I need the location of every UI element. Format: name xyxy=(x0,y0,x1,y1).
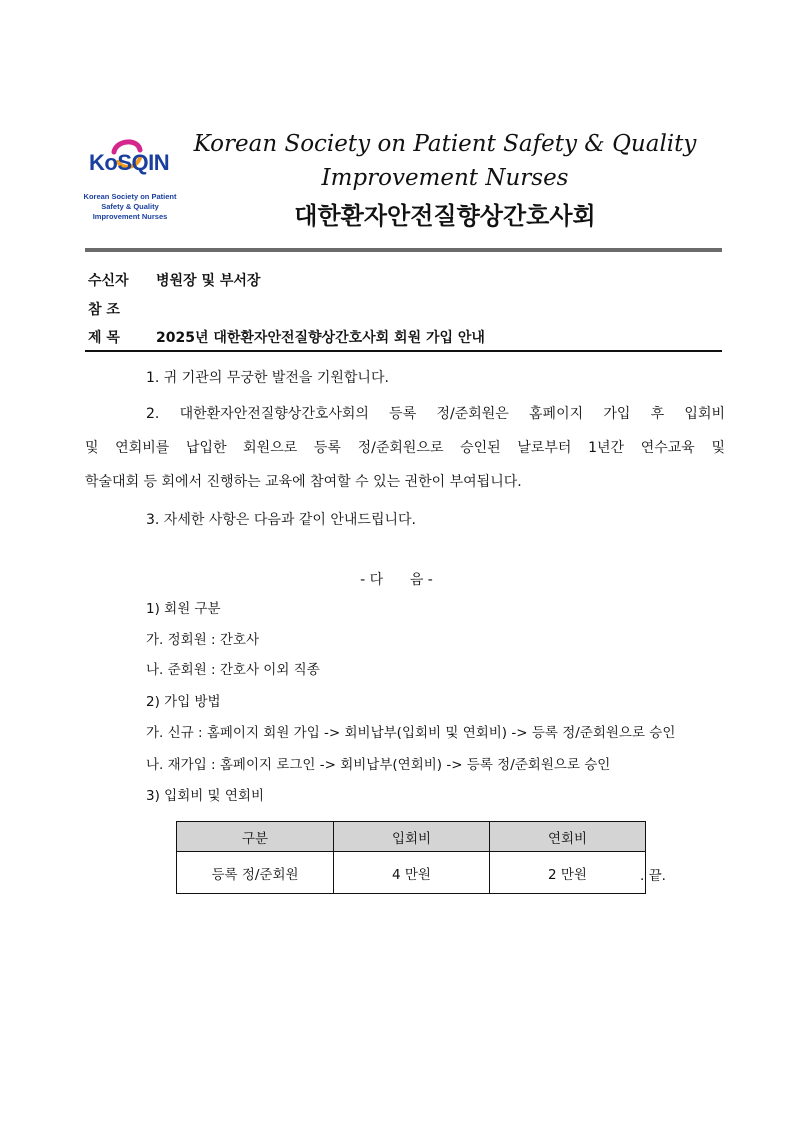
header-divider xyxy=(85,248,722,252)
fee-table-header-row xyxy=(177,822,646,852)
cc-label: 참 조 xyxy=(88,302,120,318)
section-1-item-b: 나. 준회원 : 간호사 이외 직종 xyxy=(146,662,320,678)
notice-heading: - 다 음 - xyxy=(360,572,433,588)
section-2-item-b: 나. 재가입 : 홈페이지 로그인 -> 회비납부(연회비) -> 등록 정/준회원으로 승인 xyxy=(146,757,611,773)
section-1-item-a: 가. 정회원 : 간호사 xyxy=(146,632,260,648)
paragraph-1: 1. 귀 기관의 무궁한 발전을 기원합니다. xyxy=(146,370,389,386)
fee-cell-annual: 2 만원 xyxy=(490,852,646,894)
subject-label: 제 목 xyxy=(88,330,120,346)
section-2-title: 2) 가입 방법 xyxy=(146,694,221,710)
end-mark: . 끝. xyxy=(640,868,666,884)
paragraph-3: 3. 자세한 사항은 다음과 같이 안내드립니다. xyxy=(146,512,416,528)
recipient-row xyxy=(88,270,260,290)
paragraph-2-line-1: 2. 대한환자안전질향상간호사회의 등록 정/준회원은 홈페이지 가입 후 입회비 xyxy=(146,406,725,422)
fee-header-entry: 입회비 xyxy=(334,822,490,852)
subject-row xyxy=(88,327,485,347)
fee-cell-category: 등록 정/준회원 xyxy=(177,852,334,894)
subject-divider xyxy=(85,350,722,352)
paragraph-2-line-2: 및 연회비를 납입한 회원으로 등록 정/준회원으로 승인된 날로부터 1년간 연수교육 및 xyxy=(85,440,725,456)
recipient-label: 수신자 xyxy=(88,273,129,289)
recipient-value: 병원장 및 부서장 xyxy=(156,273,261,289)
paragraph-2-line-3: 학술대회 등 회에서 진행하는 교육에 참여할 수 있는 권한이 부여됩니다. xyxy=(85,474,522,490)
section-1-title: 1) 회원 구분 xyxy=(146,601,221,617)
logo-brand: KoSQIN xyxy=(89,150,170,175)
kosqin-logo xyxy=(80,136,180,226)
table-row xyxy=(177,852,646,894)
fee-header-category: 구분 xyxy=(177,822,334,852)
fee-cell-entry: 4 만원 xyxy=(334,852,490,894)
subject-value: 2025년 대한환자안전질향상간호사회 회원 가입 안내 xyxy=(156,330,485,346)
fee-header-annual: 연회비 xyxy=(490,822,646,852)
cc-row xyxy=(88,299,156,319)
fee-table xyxy=(176,821,646,894)
logo-subtitle: Korean Society on Patient Safety & Quality Improvement Nurses xyxy=(83,192,177,221)
org-name-english: Korean Society on Patient Safety & Quality Improvement Nurses xyxy=(193,131,697,191)
org-name-korean: 대한환자안전질향상간호사회 xyxy=(294,202,596,230)
section-2-item-a: 가. 신규 : 홈페이지 회원 가입 -> 회비납부(입회비 및 연회비) -> 등록 정/준회원으로 승인 xyxy=(146,725,676,741)
section-3-title: 3) 입회비 및 연회비 xyxy=(146,788,265,804)
